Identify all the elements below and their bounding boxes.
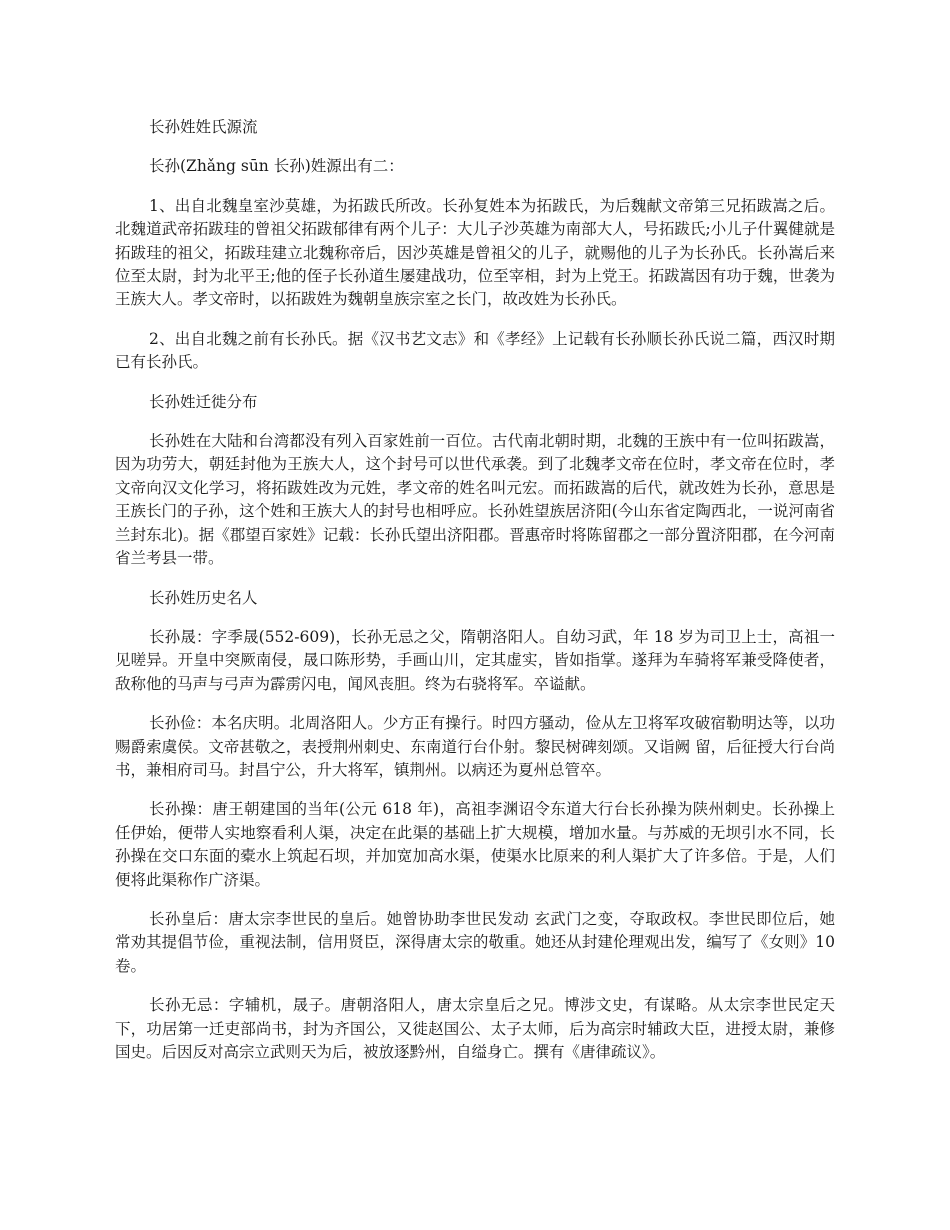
origin-intro: 长孙(Zhǎng sūn 长孙)姓源出有二： — [149, 157, 404, 176]
figure-zhangsun-wuji: 长孙无忌：字辅机，晟子。唐朝洛阳人，唐太宗皇后之兄。博涉文史，有谋略。从太宗李世民定天下，功居第一迁吏部尚书，封为齐国公，又徙赵国公、太子太师，后为高宗时辅政大臣，进授太尉，兼修国史。后因反对高宗立武则天为后，被放逐黔州，自缢身亡。撰有《唐律疏议》。 — [115, 996, 835, 1061]
figure-zhangsun-jian: 长孙俭：本名庆明。北周洛阳人。少方正有操行。时四方骚动，俭从左卫将军攻破宿勒明达等，以功赐爵索虞侯。文帝甚敬之，表授荆州刺史、东南道行台仆射。黎民树碑刻颂。又诣阙 留，后征授大行台尚书，兼相府司马。封昌宁公，升大将军，镇荆州。以病还为夏州总管卒。 — [115, 714, 835, 779]
figure-zhangsun-cao: 长孙操：唐王朝建国的当年(公元 618 年)，高祖李渊诏令东道大行台长孙操为陕州刺史。长孙操上任伊始，便带人实地察看利人渠，决定在此渠的基础上扩大规模，增加水量。与苏威的无坝引水不同，长孙操在交口东面的橐水上筑起石坝，并加宽加高水渠，使渠水比原来的利人渠扩大了许多倍。于是，人们便将此渠称作广济渠。 — [115, 800, 835, 889]
figure-empress-zhangsun: 长孙皇后：唐太宗李世民的皇后。她曾协助李世民发动 玄武门之变，夺取政权。李世民即位后，她常劝其提倡节俭，重视法制，信用贤臣，深得唐太宗的敬重。她还从封建伦理观出发，编写了《女则》10 卷。 — [115, 909, 835, 975]
figures-heading: 长孙姓历史名人 — [149, 588, 258, 607]
document-title: 长孙姓姓氏源流 — [149, 118, 258, 136]
origin-paragraph-1: 1、出自北魏皇室沙莫雄，为拓跋氏所改。长孙复姓本为拓跋氏，为后魏献文帝第三兄拓跋嵩之后。北魏道武帝拓跋珪的曾祖父拓跋郁律有两个儿子：大儿子沙英雄为南部大人，号拓跋氏;小儿子什翼健就是拓跋珪的祖父，拓跋珪建立北魏称帝后，因沙英雄是曾祖父的儿子，就赐他的儿子为长孙氏。长孙嵩后来位至太尉，封为北平王;他的侄子长孙道生屡建战功，位至宰相，封为上党王。拓跋嵩因有功于魏，世袭为王族大人。孝文帝时，以拓跋姓为魏朝皇族宗室之长门，故改姓为长孙氏。 — [115, 196, 835, 309]
document-page — [115, 116, 835, 1080]
migration-paragraph: 长孙姓在大陆和台湾都没有列入百家姓前一百位。古代南北朝时期，北魏的王族中有一位叫拓跋嵩，因为功劳大，朝廷封他为王族大人，这个封号可以世代承袭。到了北魏孝文帝在位时，孝文帝在位时，孝文帝向汉文化学习，将拓跋姓改为元姓，孝文帝的姓名叫元宏。而拓跋嵩的后代，就改姓为长孙，意思是王族长门的子孙，这个姓和王族大人的封号也相呼应。长孙姓望族居济阳(今山东省定陶西北，一说河南省兰封东北)。据《郡望百家姓》记载：长孙氏望出济阳郡。晋惠帝时将陈留郡之一部分置济阳郡，在今河南省兰考县一带。 — [115, 432, 835, 568]
figure-zhangsun-sheng: 长孙晟：字季晟(552-609)，长孙无忌之父，隋朝洛阳人。自幼习武，年 18 岁为司卫上士，高祖一见嗟异。开皇中突厥南侵，晟口陈形势，手画山川，定其虚实，皆如指掌。遂拜为车骑将军兼受降使者，敌称他的马声与弓声为霹雳闪电，闻风丧胆。终为右骁将军。卒谥献。 — [115, 627, 835, 693]
migration-heading: 长孙姓迁徙分布 — [149, 392, 258, 411]
origin-paragraph-2: 2、出自北魏之前有长孙氏。据《汉书艺文志》和《孝经》上记载有长孙顺长孙氏说二篇，西汉时期已有长孙氏。 — [115, 329, 835, 372]
